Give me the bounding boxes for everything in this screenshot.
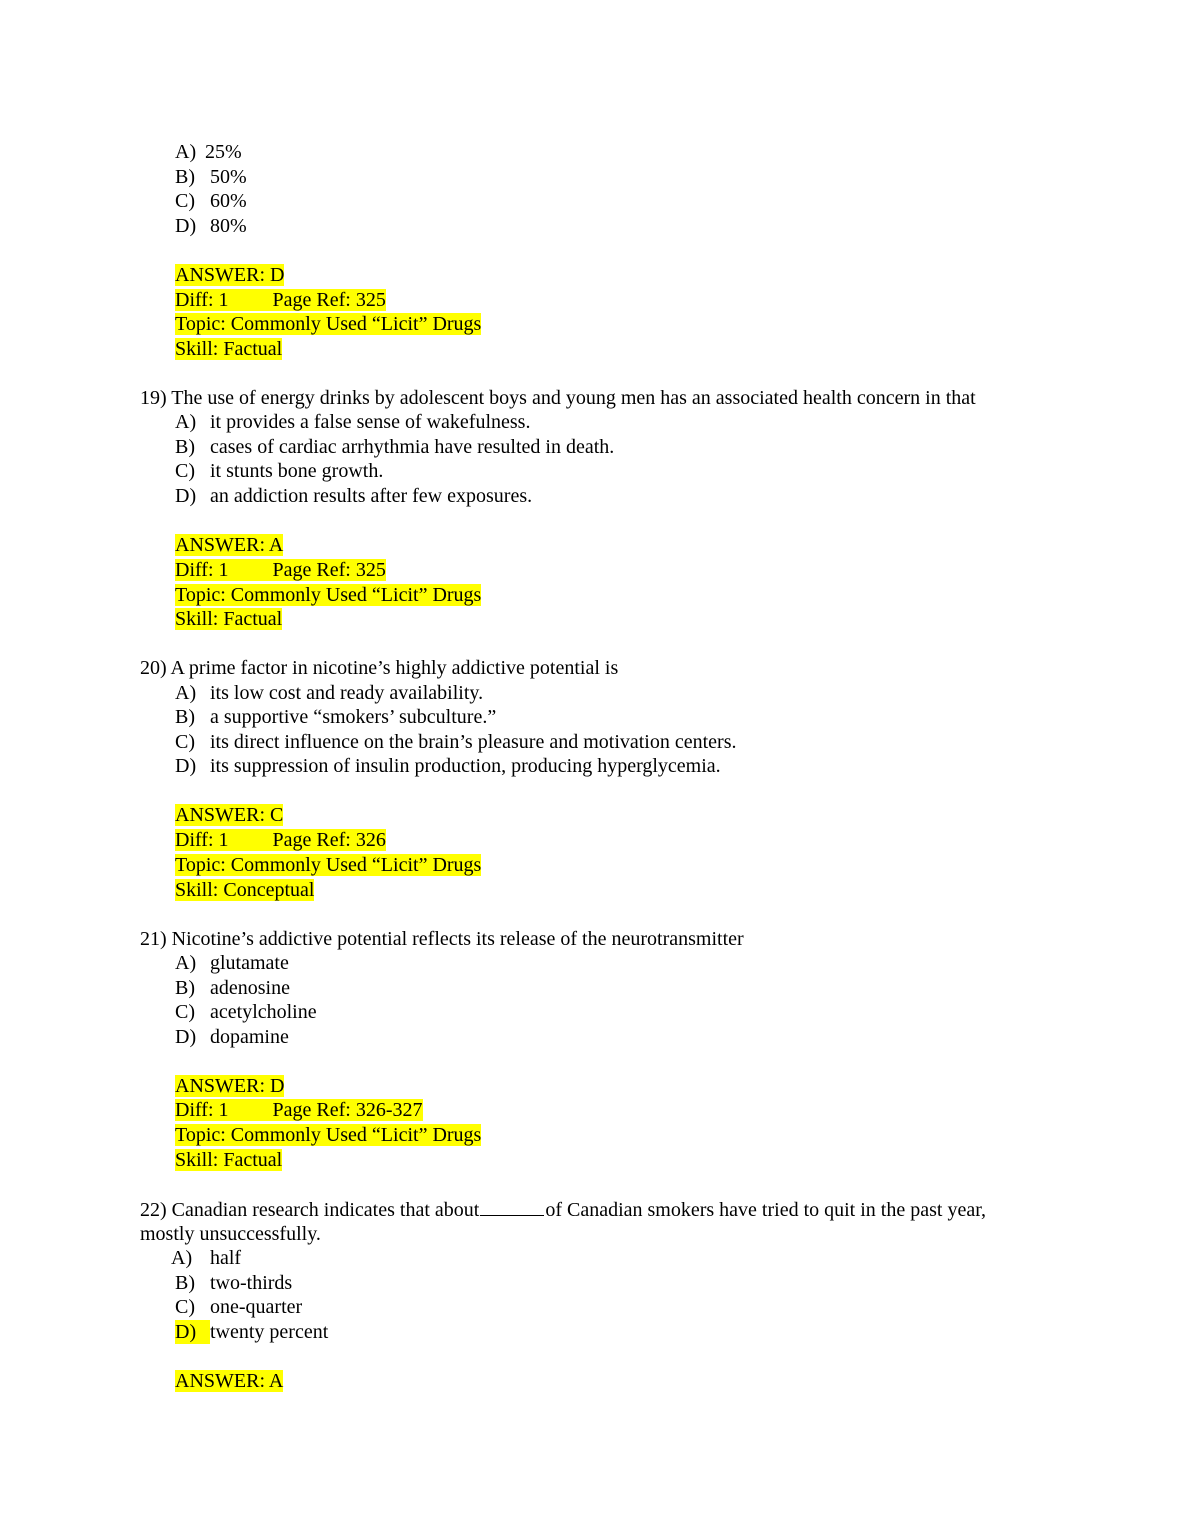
- fill-in-blank: [480, 1197, 544, 1216]
- q22-stem-continued: mostly unsuccessfully.: [140, 1223, 321, 1245]
- q20-skill: Skill: Conceptual: [175, 879, 315, 901]
- q18-option-b: B) 50%: [175, 166, 247, 188]
- q21-topic: Topic: Commonly Used “Licit” Drugs: [175, 1124, 482, 1146]
- q22-stem: 22) Canadian research indicates that about of Canadian smokers have tried to quit in the past year,: [140, 1199, 987, 1221]
- q19-option-d: D) an addiction results after few exposures.: [175, 485, 533, 507]
- q21-option-d: D) dopamine: [175, 1026, 289, 1048]
- q20-meta: Diff: 1 Page Ref: 326: [175, 829, 386, 851]
- q21-option-c: C) acetylcholine: [175, 1001, 317, 1023]
- q22-option-c: C) one-quarter: [175, 1296, 303, 1318]
- q21-skill: Skill: Factual: [175, 1149, 283, 1171]
- q21-option-b: B) adenosine: [175, 977, 290, 999]
- q18-option-a: A) 25%: [175, 141, 242, 163]
- q19-skill: Skill: Factual: [175, 608, 283, 630]
- q20-answer: ANSWER: C: [175, 804, 284, 826]
- q22-option-d: D) twenty percent: [175, 1321, 329, 1343]
- q20-stem: 20) A prime factor in nicotine’s highly addictive potential is: [140, 657, 619, 679]
- q18-option-c: C) 60%: [175, 190, 247, 212]
- q21-stem: 21) Nicotine’s addictive potential reflects its release of the neurotransmitter: [140, 928, 744, 950]
- q20-topic: Topic: Commonly Used “Licit” Drugs: [175, 854, 482, 876]
- q22-option-b: B) two-thirds: [175, 1272, 293, 1294]
- q18-topic: Topic: Commonly Used “Licit” Drugs: [175, 313, 482, 335]
- q18-skill: Skill: Factual: [175, 338, 283, 360]
- q22-option-a: A) half: [171, 1247, 242, 1269]
- q20-option-d: D) its suppression of insulin production, producing hyperglycemia.: [175, 755, 721, 777]
- q19-topic: Topic: Commonly Used “Licit” Drugs: [175, 584, 482, 606]
- q19-option-a: A) it provides a false sense of wakefulness.: [175, 411, 531, 433]
- q19-stem: 19) The use of energy drinks by adolescent boys and young men has an associated health concern in that: [140, 387, 976, 409]
- q19-answer: ANSWER: A: [175, 534, 284, 556]
- q18-answer: ANSWER: D: [175, 264, 285, 286]
- q21-meta: Diff: 1 Page Ref: 326-327: [175, 1099, 423, 1121]
- q21-answer: ANSWER: D: [175, 1075, 285, 1097]
- q22-answer: ANSWER: A: [175, 1370, 284, 1392]
- q21-option-a: A) glutamate: [175, 952, 289, 974]
- q19-option-b: B) cases of cardiac arrhythmia have resulted in death.: [175, 436, 615, 458]
- q20-option-a: A) its low cost and ready availability.: [175, 682, 484, 704]
- q18-option-d: D) 80%: [175, 215, 247, 237]
- q19-option-c: C) it stunts bone growth.: [175, 460, 384, 482]
- q20-option-c: C) its direct influence on the brain’s pleasure and motivation centers.: [175, 731, 737, 753]
- q20-option-b: B) a supportive “smokers’ subculture.”: [175, 706, 497, 728]
- q19-meta: Diff: 1 Page Ref: 325: [175, 559, 386, 581]
- q18-meta: Diff: 1 Page Ref: 325: [175, 289, 386, 311]
